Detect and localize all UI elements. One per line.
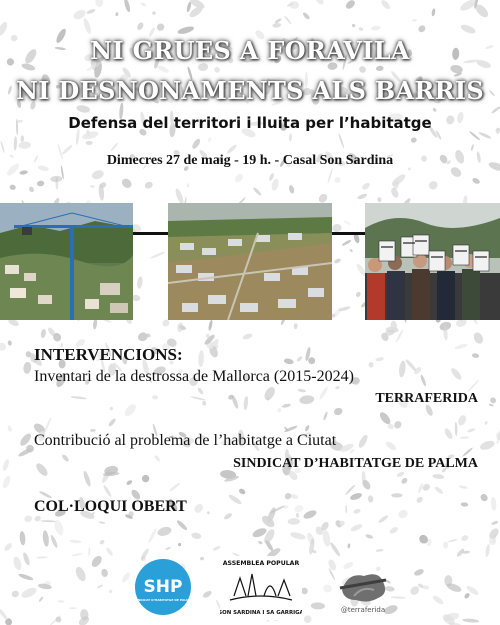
texture-speck <box>304 425 310 433</box>
texture-speck <box>23 361 32 374</box>
texture-speck <box>2 458 11 471</box>
intervention-organization: TERRAFERIDA <box>375 391 478 406</box>
texture-speck <box>176 322 183 333</box>
texture-speck <box>333 258 341 265</box>
texture-speck <box>0 141 5 154</box>
texture-speck <box>333 407 343 417</box>
texture-speck <box>36 556 48 558</box>
texture-speck <box>82 17 92 35</box>
texture-speck <box>289 531 306 541</box>
texture-speck <box>120 177 133 190</box>
texture-speck <box>198 350 204 367</box>
texture-speck <box>304 615 312 623</box>
texture-speck <box>22 552 31 566</box>
texture-speck <box>40 520 56 522</box>
texture-speck <box>378 514 390 524</box>
texture-speck <box>380 0 392 11</box>
assemblea-popular-logo <box>220 556 302 620</box>
texture-speck <box>358 65 367 74</box>
texture-speck <box>152 395 158 400</box>
texture-speck <box>344 0 356 10</box>
texture-speck <box>252 186 262 196</box>
texture-speck <box>412 19 417 22</box>
intervention-title: Inventari de la destrossa de Mallorca (2015-2024) <box>34 368 354 385</box>
texture-speck <box>71 553 82 557</box>
texture-speck <box>190 396 206 401</box>
texture-speck <box>358 27 364 32</box>
texture-speck <box>272 23 281 28</box>
texture-speck <box>302 11 311 20</box>
texture-speck <box>471 177 480 185</box>
texture-speck <box>455 422 458 436</box>
texture-speck <box>7 425 13 432</box>
texture-speck <box>212 545 221 551</box>
texture-speck <box>378 410 392 425</box>
texture-speck <box>233 172 244 184</box>
texture-speck <box>7 340 12 346</box>
texture-speck <box>485 544 491 557</box>
texture-speck <box>1 475 12 490</box>
poster-subtitle: Defensa del territori i lluita per l’habitatge <box>68 114 432 132</box>
texture-speck <box>345 484 356 496</box>
texture-speck <box>390 596 405 599</box>
texture-speck <box>202 590 213 599</box>
texture-speck <box>284 15 292 24</box>
texture-speck <box>389 526 399 535</box>
texture-speck <box>352 24 356 28</box>
texture-speck <box>141 474 151 484</box>
texture-speck <box>154 454 161 462</box>
intervention-title: Contribució al problema de l’habitatge a Ciutat <box>34 432 337 449</box>
texture-speck <box>20 586 38 600</box>
texture-speck <box>228 493 243 506</box>
texture-speck <box>242 332 253 340</box>
poster-title-line-2: NI DESNONAMENTS ALS BARRIS <box>15 76 485 105</box>
texture-speck <box>296 356 303 363</box>
texture-speck <box>391 493 402 497</box>
texture-speck <box>262 385 277 402</box>
intervention-organization: SINDICAT D’HABITATGE DE PALMA <box>233 456 478 471</box>
texture-speck <box>472 353 480 359</box>
texture-speck <box>178 543 182 547</box>
texture-speck <box>191 532 202 540</box>
texture-speck <box>431 8 436 16</box>
assemblea-bottom-text: SON SARDINA I SA GARRIGA <box>220 610 302 616</box>
texture-speck <box>398 360 406 377</box>
texture-speck <box>479 493 489 503</box>
texture-speck <box>136 276 143 289</box>
texture-speck <box>90 185 95 188</box>
texture-speck <box>18 141 31 149</box>
texture-speck <box>460 23 477 35</box>
texture-speck <box>329 541 341 557</box>
construction-crane-photo <box>0 203 133 320</box>
texture-speck <box>105 547 114 557</box>
texture-speck <box>361 181 371 191</box>
texture-speck <box>12 556 23 571</box>
texture-speck <box>410 137 417 144</box>
texture-speck <box>469 131 481 141</box>
texture-speck <box>365 534 374 540</box>
texture-speck <box>156 525 172 537</box>
texture-speck <box>88 547 90 556</box>
texture-speck <box>121 571 132 583</box>
texture-speck <box>99 521 106 524</box>
texture-speck <box>108 417 117 427</box>
texture-speck <box>314 0 325 6</box>
texture-speck <box>155 22 165 32</box>
texture-speck <box>38 596 44 603</box>
texture-speck <box>489 396 497 404</box>
texture-speck <box>123 0 131 13</box>
texture-speck <box>19 531 26 546</box>
texture-speck <box>341 239 351 246</box>
texture-speck <box>413 568 425 577</box>
texture-speck <box>417 24 427 34</box>
texture-speck <box>302 509 317 521</box>
texture-speck <box>109 406 113 411</box>
texture-speck <box>390 187 400 199</box>
texture-speck <box>28 186 35 193</box>
texture-speck <box>284 492 293 501</box>
texture-speck <box>357 193 368 200</box>
texture-speck <box>14 136 18 151</box>
texture-speck <box>338 133 345 149</box>
texture-speck <box>202 401 206 406</box>
texture-speck <box>333 176 341 184</box>
texture-speck <box>140 2 147 7</box>
texture-speck <box>427 179 439 191</box>
texture-speck <box>99 539 105 545</box>
texture-speck <box>460 436 470 439</box>
texture-speck <box>478 131 492 139</box>
interventions-heading: INTERVENCIONS: <box>34 345 183 364</box>
texture-speck <box>193 502 205 514</box>
texture-speck <box>350 523 364 533</box>
texture-speck <box>21 135 24 142</box>
texture-speck <box>288 518 300 525</box>
shp-logo <box>134 558 192 616</box>
texture-speck <box>296 513 299 518</box>
texture-speck <box>200 557 204 561</box>
texture-speck <box>208 320 213 331</box>
texture-speck <box>347 543 350 548</box>
texture-speck <box>467 428 476 434</box>
texture-speck <box>457 414 468 427</box>
texture-speck <box>144 181 154 190</box>
texture-speck <box>177 25 195 35</box>
texture-speck <box>335 386 340 390</box>
texture-speck <box>484 421 488 426</box>
texture-speck <box>283 358 294 365</box>
open-colloquium-label: COL·LOQUI OBERT <box>34 498 187 515</box>
texture-speck <box>343 220 351 226</box>
texture-speck <box>91 169 105 181</box>
texture-speck <box>443 541 448 549</box>
texture-speck <box>288 185 295 195</box>
texture-speck <box>18 573 34 582</box>
texture-speck <box>277 408 282 413</box>
texture-speck <box>449 367 463 382</box>
texture-speck <box>42 530 50 547</box>
texture-speck <box>443 427 454 440</box>
texture-speck <box>375 357 384 362</box>
texture-speck <box>11 590 20 598</box>
texture-speck <box>69 607 76 609</box>
texture-speck <box>353 508 361 514</box>
texture-speck <box>223 512 233 521</box>
texture-speck <box>95 0 103 7</box>
texture-speck <box>168 482 180 492</box>
texture-speck <box>69 539 81 543</box>
texture-speck <box>490 497 496 511</box>
texture-speck <box>165 546 171 550</box>
texture-speck <box>270 178 280 191</box>
texture-speck <box>150 251 166 259</box>
terraferida-logo <box>334 560 392 618</box>
texture-speck <box>349 492 362 502</box>
texture-speck <box>460 534 469 542</box>
texture-speck <box>311 602 325 609</box>
texture-speck <box>43 417 51 433</box>
texture-speck <box>400 477 408 485</box>
poster-title-line-1: NI GRUES A FORAVILA <box>90 36 410 65</box>
texture-speck <box>101 568 109 577</box>
texture-speck <box>375 549 383 553</box>
texture-speck <box>293 504 304 514</box>
texture-speck <box>397 508 409 520</box>
texture-speck <box>323 411 329 421</box>
texture-speck <box>108 589 113 594</box>
texture-speck <box>491 105 500 114</box>
texture-speck <box>115 12 118 16</box>
texture-speck <box>207 511 210 515</box>
texture-speck <box>147 528 157 544</box>
texture-speck <box>123 402 138 418</box>
texture-speck <box>50 534 59 548</box>
texture-speck <box>318 386 329 400</box>
texture-speck <box>368 361 374 368</box>
texture-speck <box>432 474 444 480</box>
texture-speck <box>157 64 170 74</box>
texture-speck <box>297 388 306 392</box>
texture-speck <box>479 439 496 452</box>
texture-speck <box>0 607 9 621</box>
texture-speck <box>367 495 373 503</box>
texture-speck <box>96 584 103 589</box>
texture-speck <box>289 133 293 141</box>
texture-speck <box>489 403 494 406</box>
texture-speck <box>152 11 156 15</box>
texture-speck <box>345 505 347 513</box>
texture-speck <box>258 540 263 544</box>
texture-speck <box>415 496 424 504</box>
texture-speck <box>231 394 240 409</box>
texture-speck <box>404 358 417 372</box>
assemblea-top-text: ASSEMBLEA POPULAR <box>222 560 300 567</box>
texture-speck <box>327 168 333 184</box>
texture-speck <box>434 485 444 495</box>
texture-speck <box>294 323 298 329</box>
texture-speck <box>268 173 275 182</box>
texture-speck <box>191 138 202 150</box>
texture-speck <box>432 107 437 112</box>
texture-speck <box>187 183 190 187</box>
texture-speck <box>3 542 13 552</box>
texture-speck <box>76 104 91 114</box>
texture-speck <box>491 520 499 525</box>
texture-speck <box>74 565 88 582</box>
texture-speck <box>71 396 87 400</box>
texture-speck <box>24 515 33 523</box>
texture-speck <box>40 329 46 339</box>
texture-speck <box>299 395 315 405</box>
texture-speck <box>357 434 369 449</box>
texture-speck <box>55 616 63 624</box>
texture-speck <box>0 341 8 352</box>
protest-placards-photo <box>365 203 500 320</box>
texture-speck <box>243 396 249 410</box>
texture-speck <box>50 176 62 183</box>
texture-speck <box>331 306 343 319</box>
texture-speck <box>136 21 145 31</box>
texture-speck <box>9 184 16 190</box>
texture-speck <box>126 479 133 486</box>
texture-speck <box>420 374 427 387</box>
texture-speck <box>377 197 382 203</box>
texture-speck <box>19 170 28 175</box>
texture-speck <box>86 8 96 15</box>
texture-speck <box>281 403 291 409</box>
texture-speck <box>349 248 353 252</box>
texture-speck <box>472 331 485 345</box>
texture-speck <box>385 440 398 452</box>
texture-speck <box>110 142 119 152</box>
texture-speck <box>197 387 204 395</box>
texture-speck <box>454 343 468 351</box>
texture-speck <box>462 618 479 623</box>
urbanization-aerial-photo <box>168 203 332 320</box>
shp-logo-label: SHP <box>143 577 183 597</box>
texture-speck <box>36 180 44 187</box>
photo-connector-line <box>133 232 168 235</box>
texture-speck <box>355 291 362 298</box>
texture-speck <box>102 484 112 497</box>
texture-speck <box>470 144 474 151</box>
texture-speck <box>176 519 189 531</box>
texture-speck <box>86 141 93 145</box>
terraferida-handle: @terraferida <box>340 606 386 614</box>
texture-speck <box>371 25 381 31</box>
texture-speck <box>238 488 246 496</box>
texture-speck <box>376 65 384 71</box>
texture-speck <box>34 461 49 477</box>
texture-speck <box>0 21 9 38</box>
texture-speck <box>207 137 212 142</box>
photo-connector-line <box>332 232 365 235</box>
texture-speck <box>463 592 470 599</box>
event-date-location: Dimecres 27 de maig - 19 h. - Casal Son Sardina <box>106 153 394 168</box>
texture-speck <box>61 453 70 462</box>
shp-logo-caption: SINDICAT D'HABITATGE DE PALMA <box>134 598 192 602</box>
texture-speck <box>58 600 65 603</box>
texture-speck <box>322 584 332 593</box>
texture-speck <box>393 420 403 430</box>
texture-speck <box>90 554 104 569</box>
texture-speck <box>213 66 221 74</box>
texture-speck <box>137 331 149 342</box>
texture-speck <box>461 502 469 507</box>
texture-speck <box>448 538 458 543</box>
texture-speck <box>458 485 468 489</box>
texture-speck <box>82 470 92 487</box>
texture-speck <box>432 594 445 605</box>
